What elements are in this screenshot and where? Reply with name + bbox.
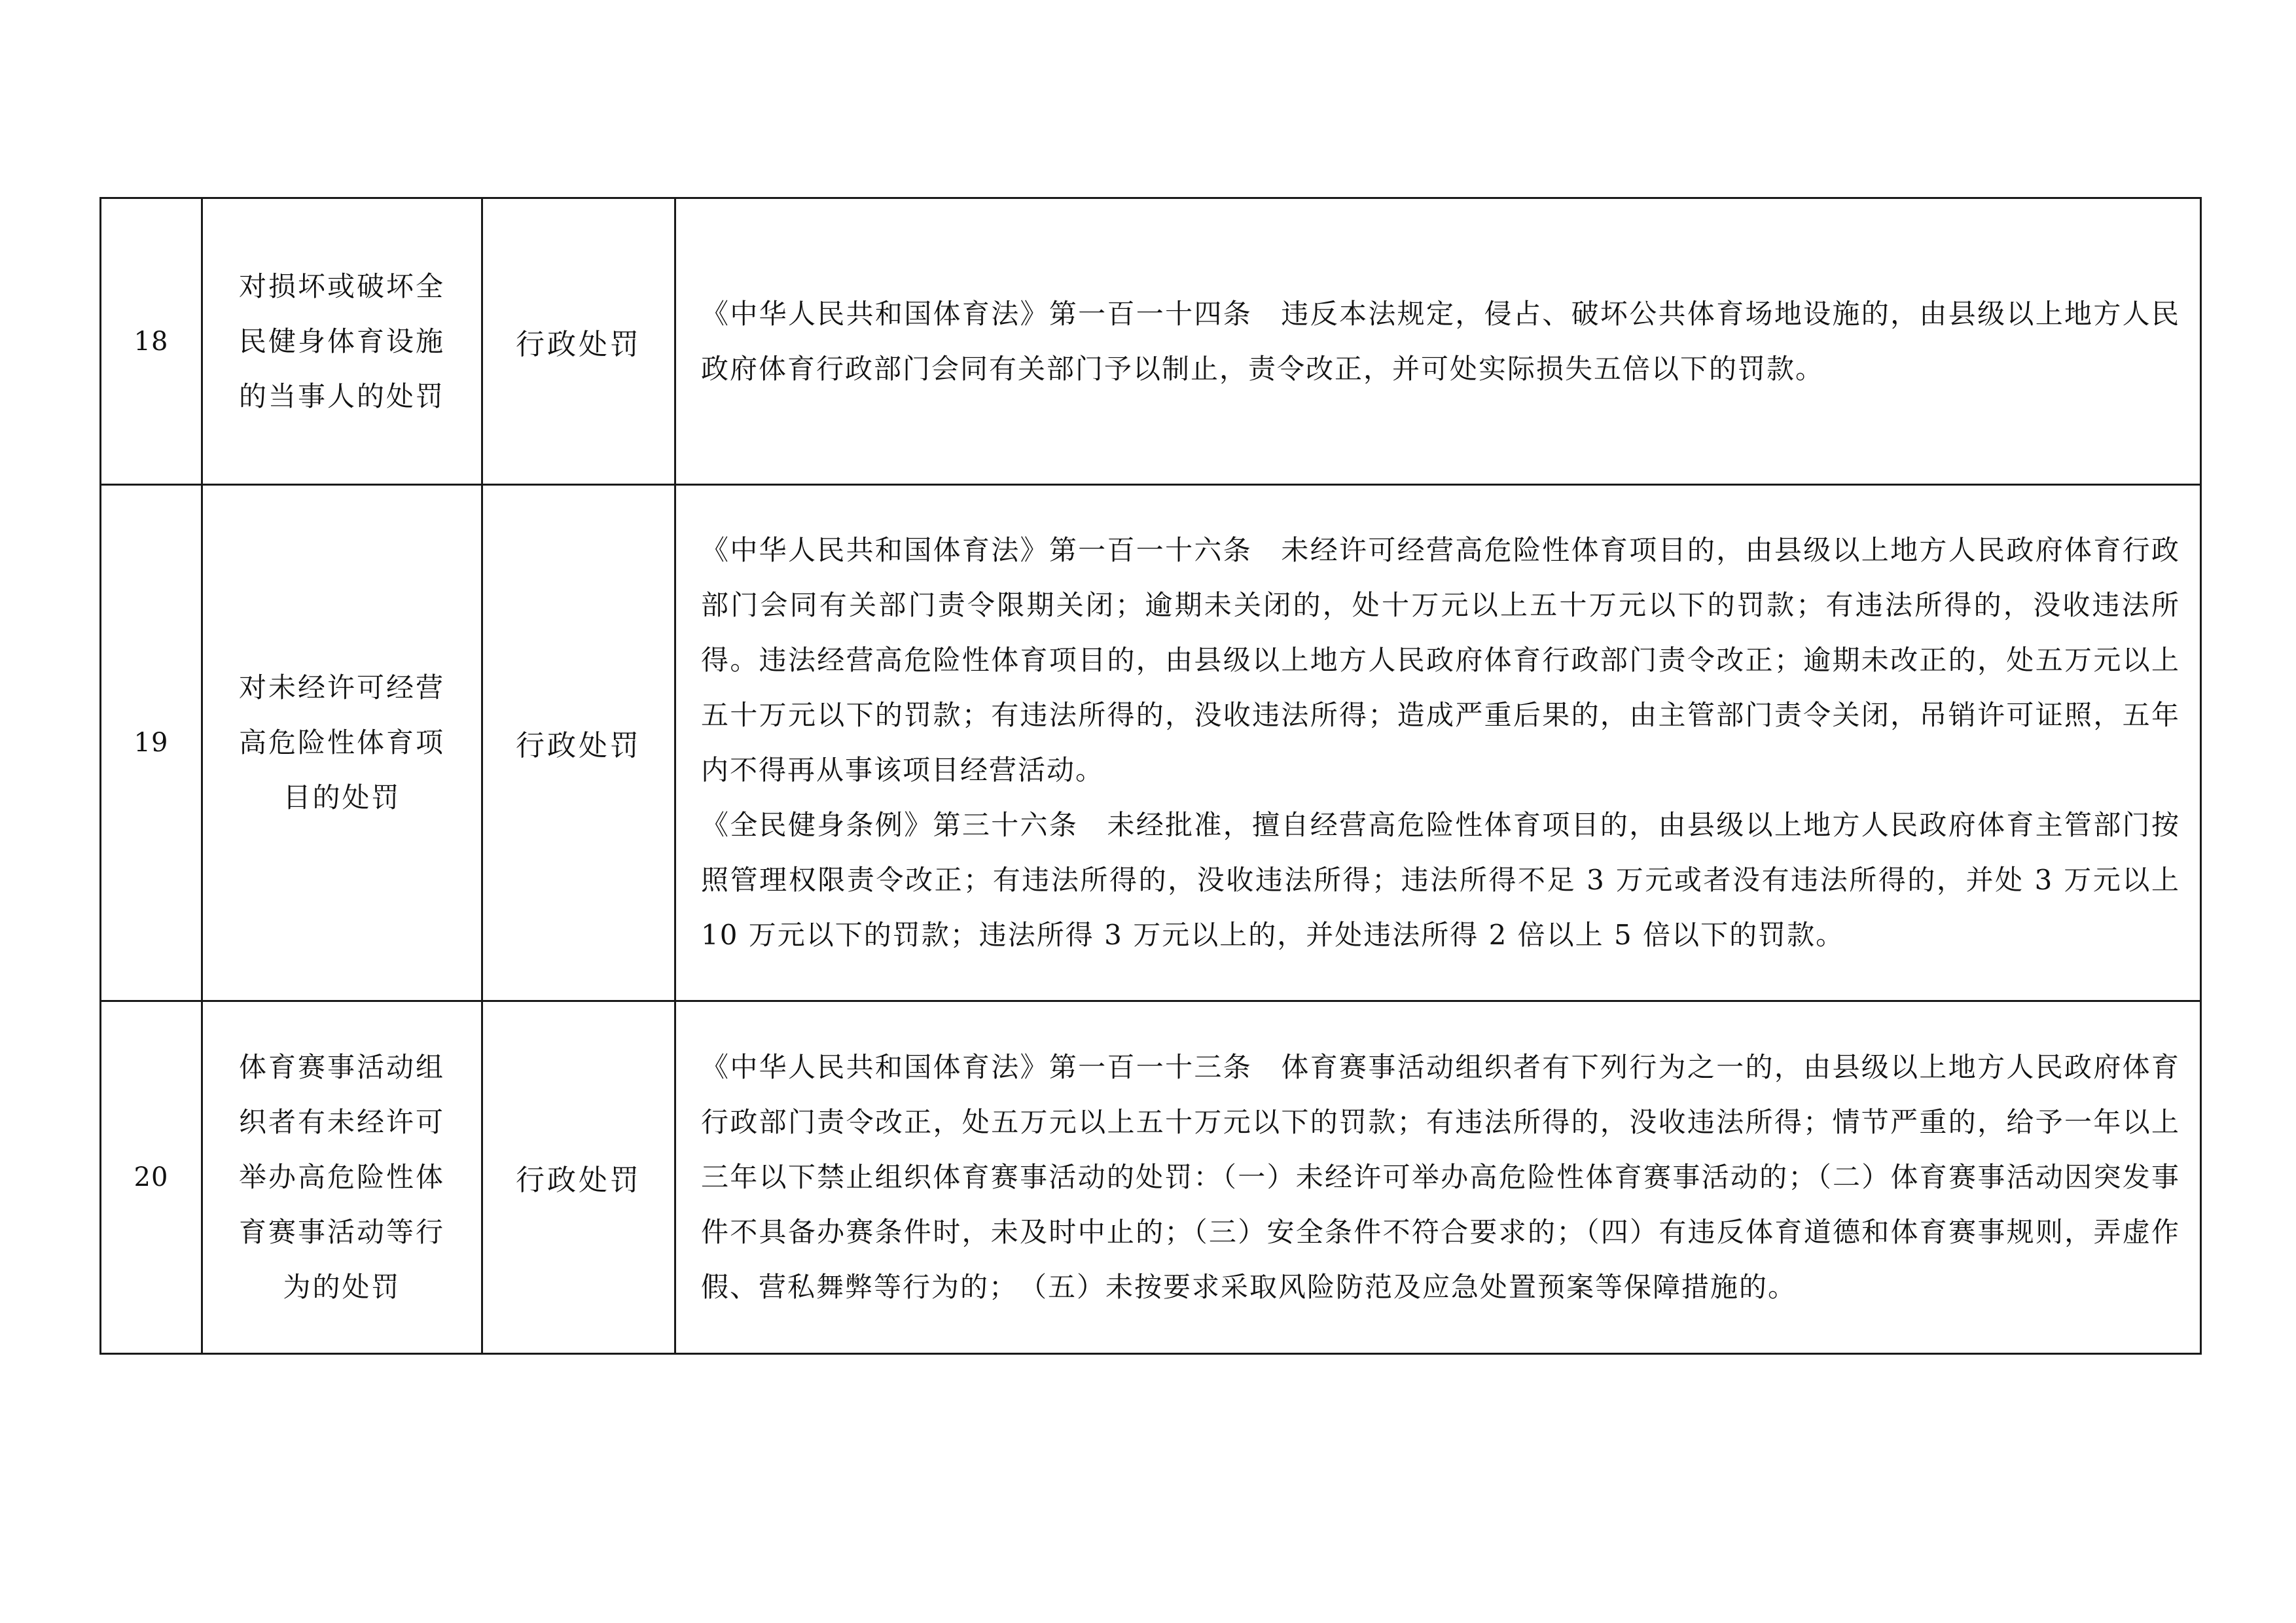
item-name-line: 织者有未经许可 <box>238 1106 445 1138</box>
item-name <box>202 485 482 1001</box>
item-name-line: 体育赛事活动组 <box>238 1051 445 1083</box>
item-name <box>202 198 482 485</box>
item-name-line: 育赛事活动等行 <box>238 1216 445 1248</box>
item-name-line: 高危险性体育项 <box>238 726 445 758</box>
item-name-line: 为的处罚 <box>283 1271 401 1303</box>
legal-basis-paragraph: 《中华人民共和国体育法》第一百一十三条 体育赛事活动组织者有下列行为之一的，由县级以上地方人民政府体育行政部门责令改正，处五万元以上五十万元以下的罚款；有违法所得的，没收违法所得；情节严重的，给予一年以上三年以下禁止组织体育赛事活动的处罚：（一）未经许可举办高危险性体育赛事活动的；（二）体育赛事活动因突发事件不具备办赛条件时，未及时中止的；（三）安全条件不符合要求的；（四）有违反体育道德和体育赛事规则，弄虚作假、营私舞弊等行为的； （五）未按要求采取风险防范及应急处置预案等保障措施的。 <box>701 1051 2180 1303</box>
row-number: 20 <box>101 1001 202 1354</box>
penalty-table <box>99 197 2202 1355</box>
penalty-type: 行政处罚 <box>482 198 675 485</box>
item-name-line: 的当事人的处罚 <box>238 380 445 412</box>
penalty-type: 行政处罚 <box>482 1001 675 1354</box>
item-name-line: 对损坏或破坏全 <box>238 270 445 302</box>
legal-basis-paragraph: 《全民健身条例》第三十六条 未经批准，擅自经营高危险性体育项目的，由县级以上地方人民政府体育主管部门按照管理权限责令改正；有违法所得的，没收违法所得；违法所得不足 3 万元或者没有违法所得的，并处 3 万元以上 10 万元以下的罚款；违法所得 3 万元以上的，并处违法所得 2 倍以上 5 倍以下的罚款。 <box>701 809 2180 951</box>
item-name-line: 举办高危险性体 <box>238 1161 445 1193</box>
legal-basis-paragraph: 《中华人民共和国体育法》第一百一十四条 违反本法规定，侵占、破坏公共体育场地设施的，由县级以上地方人民政府体育行政部门会同有关部门予以制止，责令改正，并可处实际损失五倍以下的罚款。 <box>701 297 2180 385</box>
item-name-line: 对未经许可经营 <box>238 671 445 704</box>
row-number: 19 <box>101 485 202 1001</box>
table-row <box>101 1001 2201 1354</box>
table-row <box>101 198 2201 485</box>
legal-basis <box>675 198 2201 485</box>
legal-basis <box>675 485 2201 1001</box>
penalty-type: 行政处罚 <box>482 485 675 1001</box>
item-name-line: 民健身体育设施 <box>238 325 445 357</box>
item-name <box>202 1001 482 1354</box>
legal-basis <box>675 1001 2201 1354</box>
legal-basis-paragraph: 《中华人民共和国体育法》第一百一十六条 未经许可经营高危险性体育项目的，由县级以上地方人民政府体育行政部门会同有关部门责令限期关闭；逾期未关闭的，处十万元以上五十万元以下的罚款；有违法所得的，没收违法所得。违法经营高危险性体育项目的，由县级以上地方人民政府体育行政部门责令改正；逾期未改正的，处五万元以上五十万元以下的罚款；有违法所得的，没收违法所得；造成严重后果的，由主管部门责令关闭，吊销许可证照，五年内不得再从事该项目经营活动。 <box>701 534 2180 786</box>
table-row <box>101 485 2201 1001</box>
item-name-line: 目的处罚 <box>283 781 401 813</box>
row-number: 18 <box>101 198 202 485</box>
